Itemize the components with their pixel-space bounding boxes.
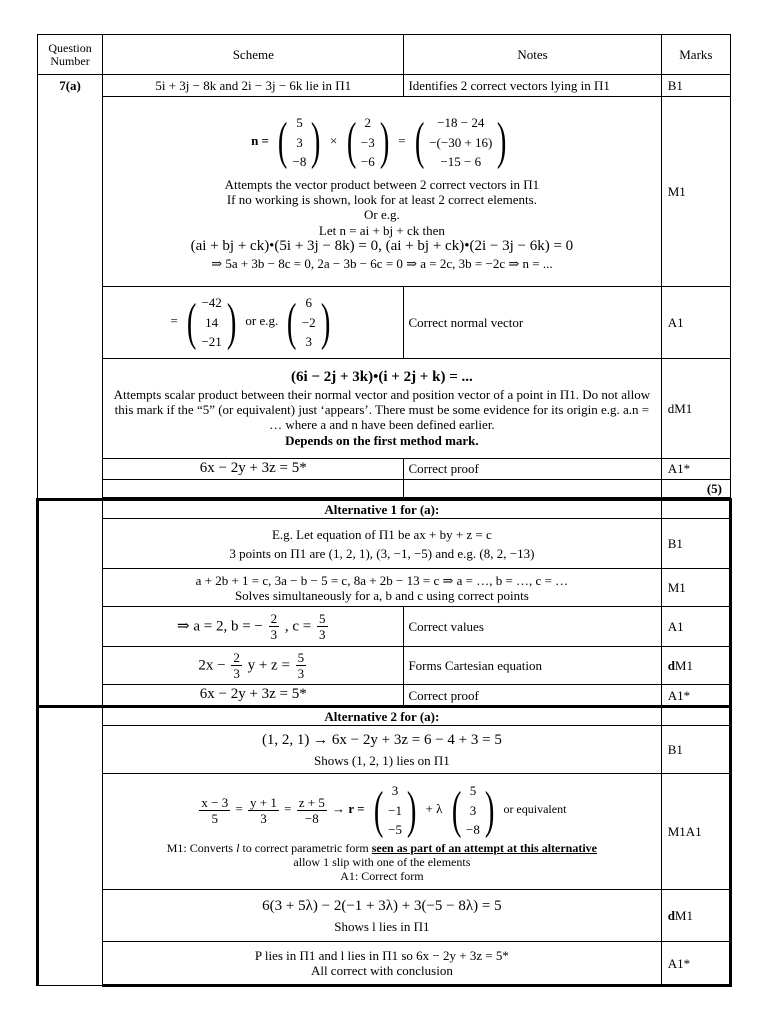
table-row — [38, 890, 731, 942]
mark-cell: dM1 — [661, 359, 730, 459]
table-row — [38, 942, 731, 986]
equation-part: → r = — [332, 801, 365, 817]
header-scheme: Scheme — [103, 35, 404, 75]
notes-cell: Correct values — [404, 607, 661, 647]
table-row — [38, 607, 731, 647]
scheme-line: Shows l lies in Π1 — [334, 918, 430, 934]
vector-product — [107, 112, 657, 173]
numerator: z + 5 — [298, 794, 325, 810]
table-row — [38, 359, 731, 459]
vector-entry: 3 — [305, 334, 312, 350]
scheme-cell — [103, 287, 404, 359]
table-row — [38, 726, 731, 774]
fraction — [297, 795, 327, 827]
equation-part: , c = — [284, 618, 312, 635]
scheme-cell — [103, 97, 662, 287]
vector-entry: 5 — [469, 783, 477, 799]
mark-cell: dM1 — [661, 890, 730, 942]
vector-entry: −8 — [466, 822, 480, 838]
fraction — [199, 795, 230, 827]
numerator: 5 — [297, 650, 305, 666]
denominator: 3 — [260, 811, 267, 827]
table-row — [38, 479, 731, 497]
table-row — [38, 75, 731, 97]
denominator: 3 — [270, 627, 278, 643]
vector-entry: 3 — [296, 134, 303, 150]
mark-cell: B1 — [661, 726, 730, 774]
numerator: 2 — [270, 611, 278, 627]
scheme-cell — [103, 569, 662, 607]
column-vector: ( 5 3 −8 ) — [278, 113, 321, 171]
scheme-line: A1: Correct form — [340, 869, 424, 884]
column-vector: ( 6 −2 3 ) — [287, 293, 331, 351]
mark-cell: B1 — [661, 75, 730, 97]
scheme-line: E.g. Let equation of Π1 be ax + by + z = c — [271, 526, 492, 542]
scheme-cell — [103, 519, 662, 569]
column-vector: ( −42 14 −21 ) — [187, 293, 237, 351]
text-part: seen as part of an attempt at this alternative — [371, 840, 598, 855]
scheme-line: (1, 2, 1) → 6x − 2y + 3z = 6 − 4 + 3 = 5 — [261, 731, 502, 748]
vector-entry: −8 — [292, 154, 307, 170]
mark-scheme-table — [36, 34, 732, 987]
scheme-cell — [103, 359, 662, 459]
notes-cell — [404, 479, 661, 497]
vector-entry: −42 — [201, 295, 222, 311]
fraction — [296, 650, 307, 682]
table-row — [38, 647, 731, 685]
notes-cell: Correct proof — [404, 685, 661, 707]
notes-cell: Forms Cartesian equation — [404, 647, 661, 685]
scheme-cell — [103, 647, 404, 685]
vector-entry: −18 − 24 — [437, 115, 485, 131]
vector-entry: −2 — [301, 314, 316, 330]
mark-cell: A1* — [661, 942, 730, 986]
numerator: 2 — [233, 650, 240, 666]
scheme-cell — [103, 774, 662, 890]
question-number-empty — [38, 500, 103, 707]
scheme-line: 3 points on Π1 are (1, 2, 1), (3, −1, −5) and e.g. (8, 2, −13) — [229, 545, 535, 561]
scheme-line: All correct with conclusion — [310, 963, 453, 979]
scheme-cell: 5i + 3j − 8k and 2i − 3j − 6k lie in Π1 — [103, 75, 404, 97]
denominator: 3 — [233, 666, 240, 682]
scheme-line: ⇒ 5a + 3b − 8c = 0, 2a − 3b − 6c = 0 ⇒ a = 2c, 3b = −2c ⇒ n = ... — [211, 255, 553, 271]
scheme-line: P lies in Π1 and l lies in Π1 so 6x − 2y + 3z = 5* — [254, 948, 509, 964]
mark-cell: M1 — [661, 97, 730, 287]
alt2-title: Alternative 2 for (a): — [103, 707, 662, 726]
notes-cell: Correct normal vector — [404, 287, 661, 359]
scheme-cell — [103, 726, 662, 774]
scheme-cell — [103, 890, 662, 942]
table-row — [38, 287, 731, 359]
notes-cell: Identifies 2 correct vectors lying in Π1 — [404, 75, 661, 97]
denominator: 3 — [297, 666, 305, 682]
alt1-title: Alternative 1 for (a): — [103, 500, 662, 519]
scheme-line: Or e.g. — [364, 207, 400, 223]
mark-cell: M1 — [661, 569, 730, 607]
vector-entry: −5 — [388, 822, 402, 838]
mark-cell: dM1 — [661, 647, 730, 685]
numerator: y + 1 — [250, 794, 277, 810]
scheme-cell — [103, 607, 404, 647]
column-vector: ( 3 −1 −5 ) — [373, 781, 417, 839]
mark-cell: A1* — [661, 459, 730, 480]
denominator: 5 — [211, 811, 219, 827]
table-row — [38, 459, 731, 480]
table-row — [38, 500, 731, 519]
vector-entry: 3 — [469, 802, 477, 818]
mark-cell — [661, 500, 730, 519]
vector-entry: −1 — [388, 802, 402, 818]
scheme-line: Solves simultaneously for a, b and c using correct points — [234, 587, 529, 603]
equals-sign: = — [170, 313, 178, 329]
vector-entry: 2 — [364, 115, 372, 131]
mark-cell: B1 — [661, 519, 730, 569]
numerator: x − 3 — [201, 794, 229, 810]
mark-cell: A1* — [661, 685, 730, 707]
table-row — [38, 97, 731, 287]
question-number-empty — [38, 707, 103, 986]
equation-part: or equivalent — [503, 802, 567, 817]
table-row — [38, 569, 731, 607]
vector-entry: 5 — [296, 115, 303, 131]
scheme-line: (ai + bj + ck)•(5i + 3j − 8k) = 0, (ai + bj + ck)•(2i − 3j − 6k) = 0 — [190, 237, 574, 254]
equation-part: ⇒ a = 2, b = − — [177, 618, 263, 635]
vector-entry: −3 — [360, 134, 375, 150]
question-number: 7(a) — [38, 75, 103, 500]
vector-entry: 3 — [391, 783, 399, 799]
numerator: 5 — [319, 611, 326, 627]
denominator: 3 — [319, 627, 326, 643]
equals-sign: = — [398, 133, 406, 149]
column-vector: ( 5 3 −8 ) — [451, 781, 495, 839]
text-part: to correct parametric form — [242, 840, 369, 855]
mark-cell: A1 — [661, 607, 730, 647]
column-vector: ( 2 −3 −6 ) — [346, 113, 390, 171]
header-question-number: Question Number — [38, 35, 103, 75]
scheme-line: allow 1 slip with one of the elements — [293, 855, 471, 870]
parametric-conversion: $\frac{x - 3}{5}$ = $\frac{y + 1}{3}$ = $\frac{z + 5}{-8}$ → r = ( 3 −1 −5 ) + λ ( 5 3 −8 ) or equivalent — [201, 781, 567, 839]
mark-cell: A1 — [661, 287, 730, 359]
scheme-line: a + 2b + 1 = c, 3a − b − 5 = c, 8a + 2b − 13 = c ⇒ a = …, b = …, c = … — [195, 572, 569, 588]
header-marks: Marks — [661, 35, 730, 75]
vector-entry: −(−30 + 16) — [429, 134, 493, 150]
scheme-line: If no working is shown, look for at least 2 correct elements. — [226, 191, 537, 207]
table-row — [38, 774, 731, 890]
scheme-cell — [103, 942, 662, 986]
vector-entry: −6 — [360, 154, 375, 170]
scheme-line: Attempts the vector product between 2 correct vectors in Π1 — [224, 176, 540, 192]
header-row — [38, 35, 731, 75]
mark-cell: M1A1 — [661, 774, 730, 890]
table-row — [38, 519, 731, 569]
mark-cell — [661, 707, 730, 726]
scheme-cell: 6x − 2y + 3z = 5* — [103, 459, 404, 480]
text-part: M1: Converts — [166, 840, 234, 855]
fraction — [248, 795, 279, 827]
or-eg-text: or e.g. — [245, 313, 279, 329]
scheme-line: Attempts scalar product between their normal vector and position vector of a point in Π1. Do not allow this mark if the “5” (or equivalent) just ‘appears’. There must be some evidence for its origin e.g. a.n = … where a and n have been defined earlier. — [113, 386, 651, 433]
scheme-line: Let n = ai + bj + ck then — [318, 222, 445, 238]
denominator: −8 — [304, 811, 319, 827]
equation-part: + λ — [425, 801, 443, 817]
fraction — [317, 611, 328, 643]
equation-part: y + z = — [247, 657, 290, 674]
vector-entry: 6 — [305, 295, 312, 311]
table-row — [38, 707, 731, 726]
vector-entry: −21 — [201, 334, 222, 350]
fraction — [231, 650, 242, 682]
vector-entry: −15 − 6 — [440, 154, 482, 170]
scheme-cell: 6x − 2y + 3z = 5* — [103, 685, 404, 707]
total-marks: (5) — [661, 479, 730, 497]
scheme-line: Depends on the first method mark. — [285, 432, 479, 448]
times-sign: × — [329, 133, 338, 149]
equation-part: 2x − — [198, 657, 226, 674]
text-part: l — [236, 840, 240, 855]
table-row — [38, 685, 731, 707]
scheme-line: (6i − 2j + 3k)•(i + 2j + k) = ... — [291, 369, 473, 385]
header-notes: Notes — [404, 35, 661, 75]
fraction — [269, 611, 280, 643]
vector-entry: 14 — [205, 314, 219, 330]
scheme-line — [107, 841, 657, 855]
scheme-line: 6(3 + 5λ) − 2(−1 + 3λ) + 3(−5 − 8λ) = 5 — [262, 897, 502, 914]
notes-cell: Correct proof — [404, 459, 661, 480]
scheme-cell — [103, 479, 404, 497]
column-vector: ( −18 − 24 −(−30 + 16) −15 − 6 ) — [414, 113, 507, 171]
scheme-line: Shows (1, 2, 1) lies on Π1 — [314, 752, 450, 768]
normal-label: n = — [251, 133, 269, 149]
